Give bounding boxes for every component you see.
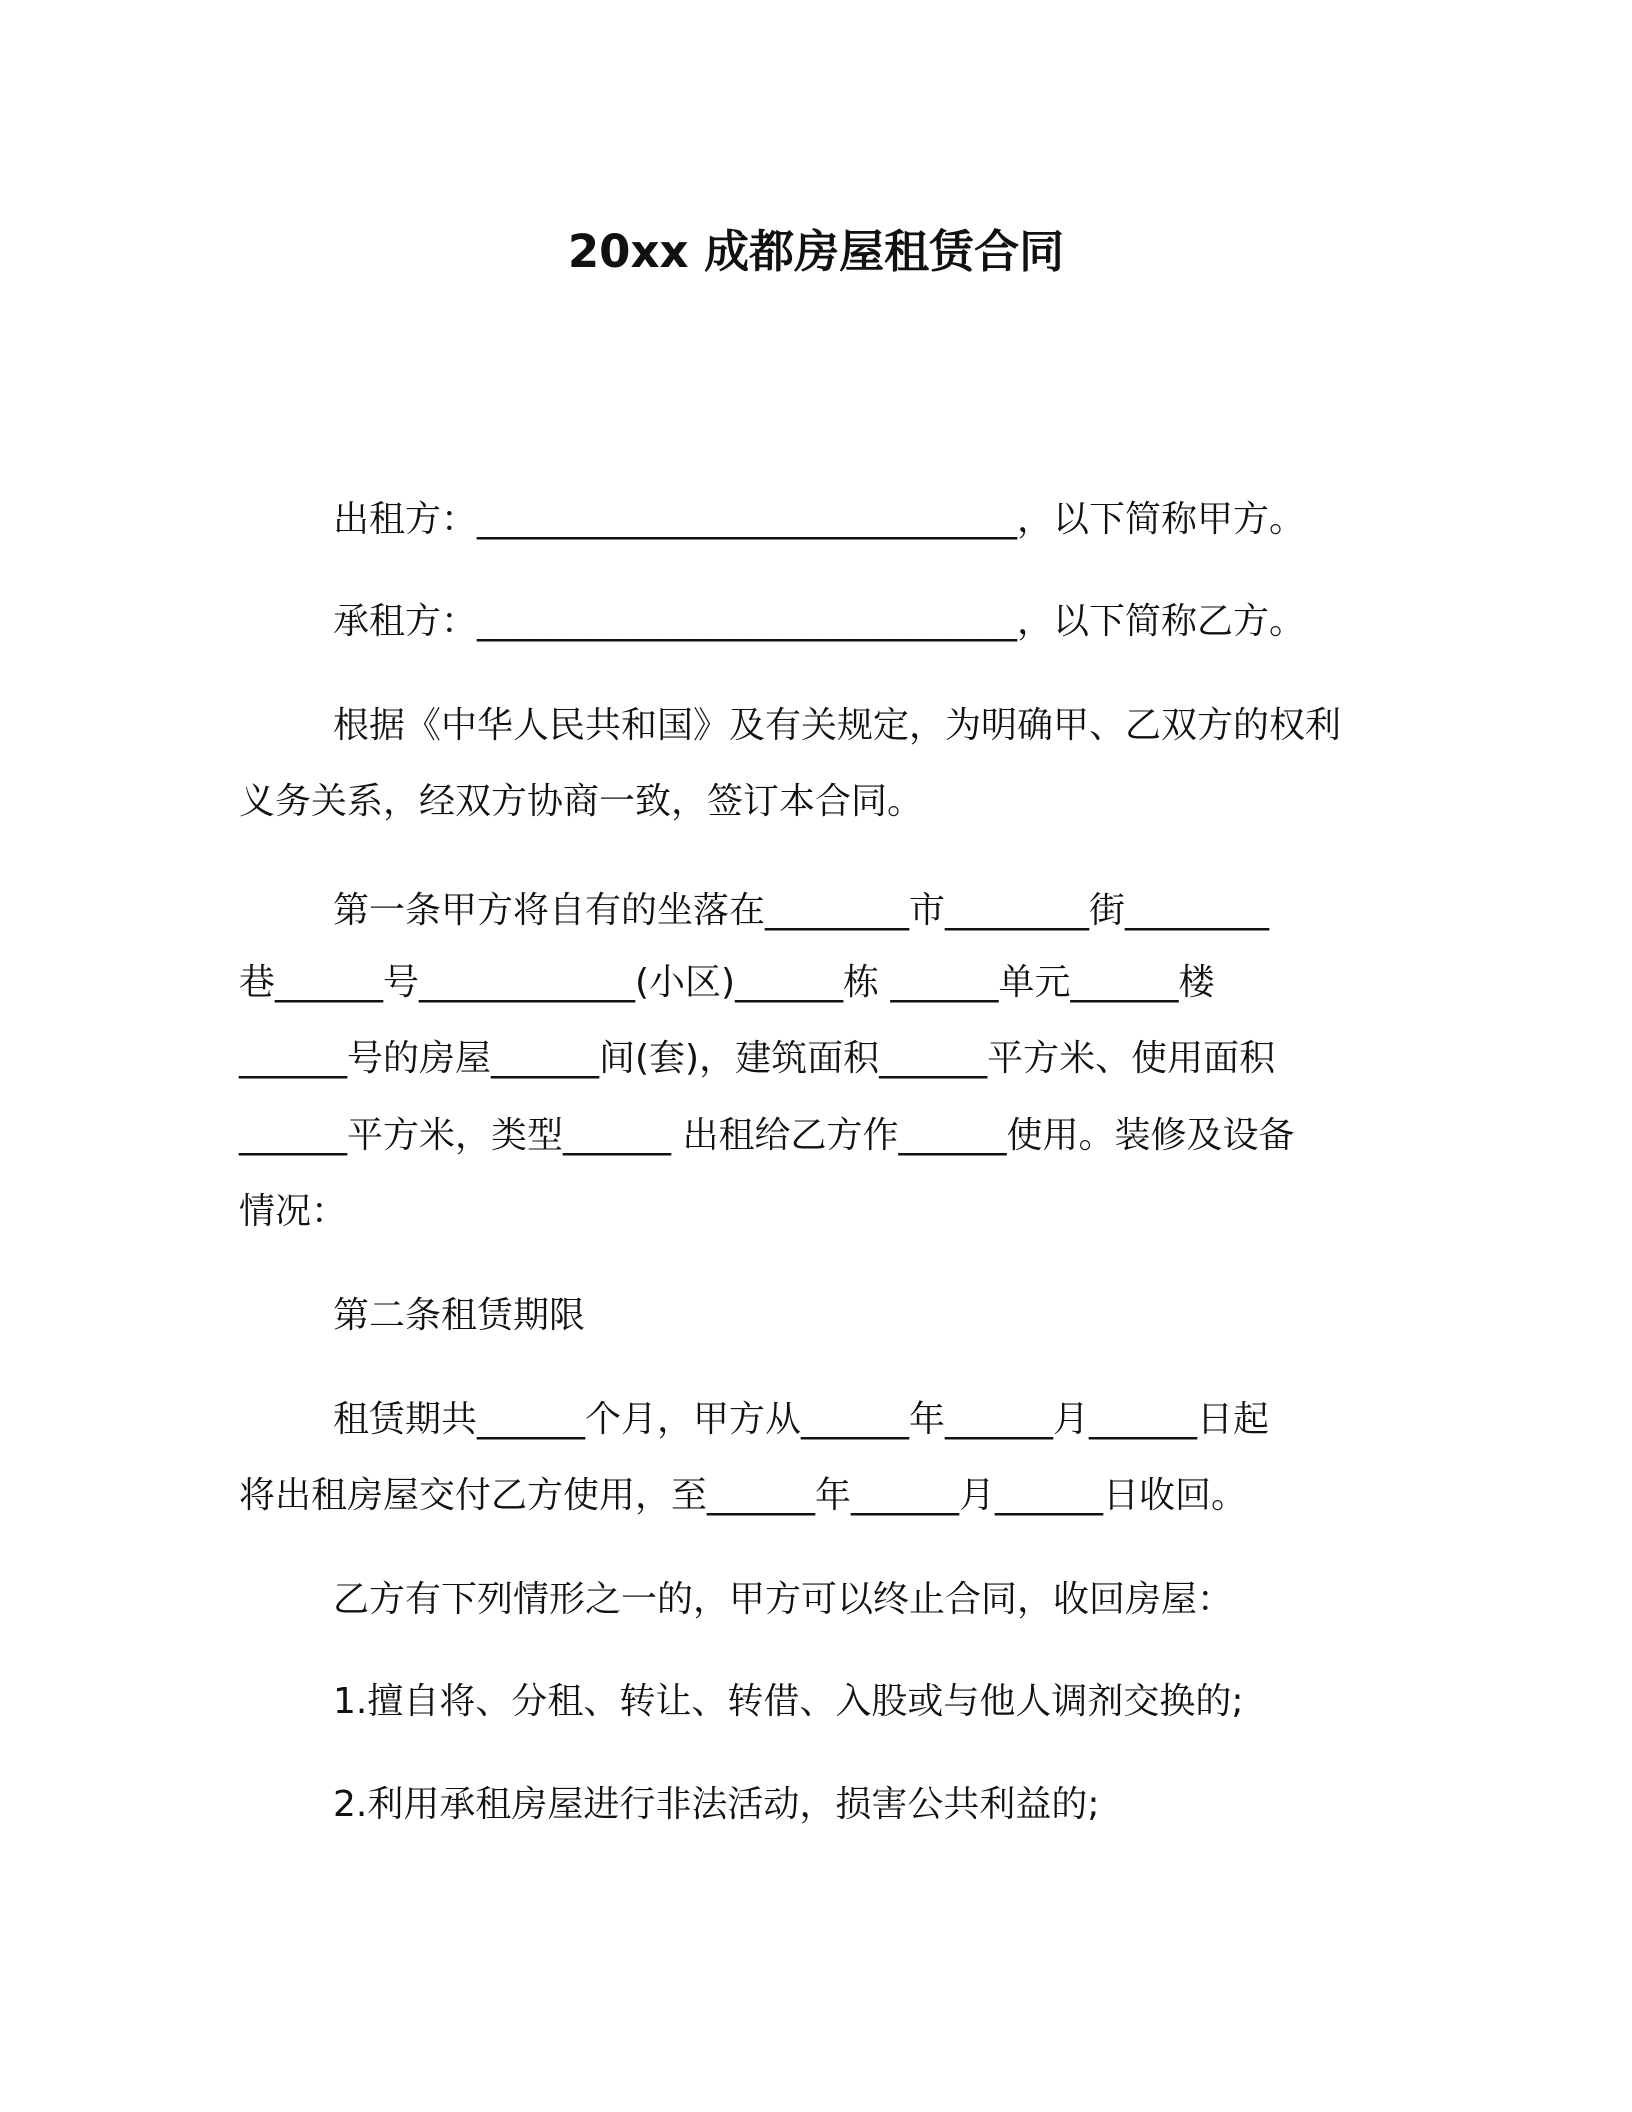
preamble-line-2: 义务关系，经双方协商一致，签订本合同。 [239, 781, 924, 822]
article-2-heading: 第二条租赁期限 [333, 1295, 586, 1336]
article-1-line-3: ______号的房屋______间(套)，建筑面积______平方米、使用面积 [239, 1038, 1276, 1079]
lease-term-line-1: 租赁期共______个月，甲方从______年______月______日起 [333, 1399, 1270, 1440]
article-1-line-4: ______平方米，类型______ 出租给乙方作______使用。装修及设备 [239, 1115, 1295, 1156]
lessee-line: 承租方：______________________________，以下简称乙方。 [333, 601, 1306, 642]
termination-item-2: 2.利用承租房屋进行非法活动，损害公共利益的; [333, 1784, 1100, 1825]
termination-item-1: 1.擅自将、分租、转让、转借、入股或与他人调剂交换的; [333, 1681, 1244, 1722]
article-1-line-2: 巷______号____________(小区)______栋 ______单元______楼 [239, 962, 1215, 1003]
termination-intro: 乙方有下列情形之一的，甲方可以终止合同，收回房屋： [333, 1579, 1234, 1620]
document-title: 20xx 成都房屋租赁合同 [567, 225, 1065, 278]
article-1-line-5: 情况： [239, 1191, 348, 1232]
lessor-line: 出租方：______________________________，以下简称甲方。 [333, 499, 1306, 540]
lease-term-line-2: 将出租房屋交付乙方使用，至______年______月______日收回。 [239, 1475, 1248, 1516]
article-1-line-1: 第一条甲方将自有的坐落在________市________街________ [333, 890, 1270, 931]
preamble-line-1: 根据《中华人民共和国》及有关规定，为明确甲、乙双方的权利 [333, 705, 1342, 746]
